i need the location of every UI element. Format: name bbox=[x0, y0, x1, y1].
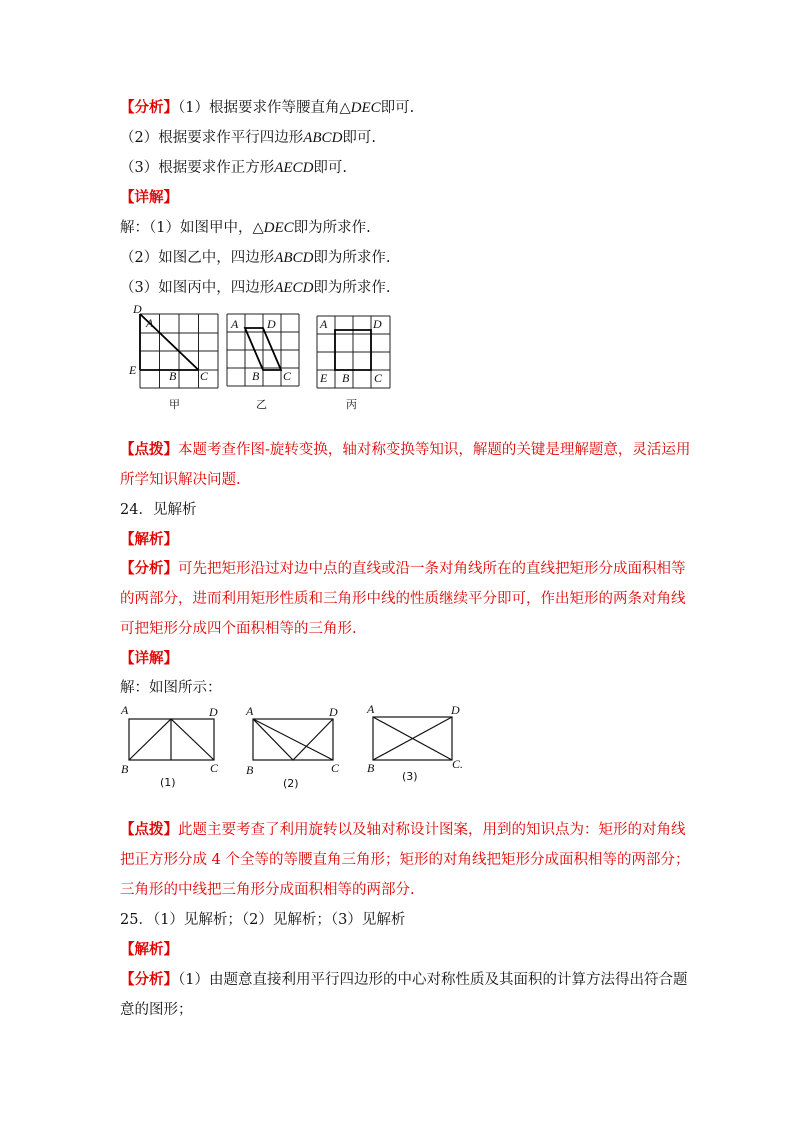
rectangle-figure-2 bbox=[253, 719, 333, 760]
q24-detail-line-1: 解：如图所示： bbox=[120, 680, 222, 696]
label-d: D bbox=[451, 703, 460, 717]
q25-analysis-line-2: 意的图形； bbox=[120, 1002, 193, 1018]
q23-analysis-line-1: 【分析】（1）根据要求作等腰直角△DEC即可. bbox=[120, 99, 415, 116]
label-a: A bbox=[246, 704, 254, 718]
q23-comment-line-2: 所学知识解决问题. bbox=[120, 472, 241, 488]
rectangle-figure-1 bbox=[129, 719, 214, 760]
q23-analysis-line-3: （3）根据要求作正方形AECD即可. bbox=[120, 160, 348, 176]
label-b: B bbox=[246, 763, 254, 777]
label-b: B bbox=[169, 369, 177, 383]
q25-analysis-line-1: 【分析】（1）由题意直接利用平行四边形的中心对称性质及其面积的计算方法得出符合题 bbox=[120, 971, 688, 988]
analysis-tag: 【分析】 bbox=[120, 99, 178, 116]
label-c: C bbox=[200, 369, 209, 383]
label-a: A bbox=[320, 317, 328, 331]
q24-rectangle-figures bbox=[115, 700, 505, 795]
label-a: A bbox=[367, 702, 375, 716]
label-a: A bbox=[146, 316, 154, 330]
caption-bing: 丙 bbox=[346, 398, 357, 411]
label-d: D bbox=[373, 317, 382, 331]
label-a: A bbox=[231, 317, 239, 331]
q23-detail-line-1: 解：（1）如图甲中，△DEC即为所求作. bbox=[120, 220, 371, 236]
q24-solution-tag: 【解析】 bbox=[120, 531, 178, 548]
q24-analysis-line-1: 【分析】可先把矩形沿过对边中点的直线或沿一条对角线所在的直线把矩形分成面积相等 bbox=[120, 560, 686, 577]
analysis-tag: 【分析】 bbox=[120, 560, 178, 577]
label-c: C bbox=[210, 761, 219, 775]
rectangle-figure-3 bbox=[373, 717, 452, 760]
label-d: D bbox=[267, 317, 276, 331]
q23-detail-tag: 【详解】 bbox=[120, 189, 178, 206]
q24-detail-tag: 【详解】 bbox=[120, 650, 178, 667]
comment-tag: 【点拨】 bbox=[120, 821, 178, 838]
q25-solution-tag: 【解析】 bbox=[120, 941, 178, 958]
caption-yi: 乙 bbox=[256, 398, 267, 411]
caption-2: (2) bbox=[283, 777, 299, 790]
label-c: C bbox=[331, 761, 340, 775]
label-c: C bbox=[374, 371, 383, 385]
caption-jia: 甲 bbox=[169, 398, 180, 411]
analysis-tag: 【分析】 bbox=[120, 971, 178, 988]
q23-grid-figures bbox=[120, 300, 420, 418]
label-b: B bbox=[342, 371, 350, 385]
q23-comment-line-1: 【点拨】本题考查作图-旋转变换，轴对称变换等知识，解题的关键是理解题意，灵活运用 bbox=[120, 441, 691, 458]
q24-analysis-line-3: 可把矩形分成四个面积相等的三角形. bbox=[120, 621, 357, 637]
label-b: B bbox=[121, 762, 129, 776]
label-d: D bbox=[133, 302, 142, 316]
q24-header: 24．见解析 bbox=[120, 502, 197, 518]
label-a: A bbox=[121, 703, 129, 717]
comment-tag: 【点拨】 bbox=[120, 441, 178, 458]
q24-comment-line-3: 三角形的中线把三角形分成面积相等的两部分. bbox=[120, 882, 415, 898]
label-c: C. bbox=[452, 757, 464, 771]
label-b: B bbox=[252, 369, 260, 383]
label-d: D bbox=[329, 705, 338, 719]
q23-analysis-line-2: （2）根据要求作平行四边形ABCD即可. bbox=[120, 130, 377, 146]
label-e: E bbox=[320, 371, 328, 385]
label-e: E bbox=[129, 363, 137, 377]
q24-analysis-line-2: 的两部分，进而利用矩形性质和三角形中线的性质继续平分即可，作出矩形的两条对角线 bbox=[120, 591, 686, 607]
q24-comment-line-2: 把正方形分成 4 个全等的等腰直角三角形；矩形的对角线把矩形分成面积相等的两部分； bbox=[120, 852, 690, 868]
label-b: B bbox=[367, 761, 375, 775]
q24-comment-line-1: 【点拨】此题主要考查了利用旋转以及轴对称设计图案，用到的知识点为：矩形的对角线 bbox=[120, 821, 686, 838]
q25-header: 25．（1）见解析；（2）见解析；（3）见解析 bbox=[120, 912, 406, 928]
label-c: C bbox=[283, 369, 292, 383]
caption-1: (1) bbox=[160, 776, 176, 789]
caption-3: (3) bbox=[402, 770, 418, 783]
q23-detail-line-3: （3）如图丙中，四边形AECD即为所求作. bbox=[120, 280, 391, 296]
q23-detail-line-2: （2）如图乙中，四边形ABCD即为所求作. bbox=[120, 250, 391, 266]
label-d: D bbox=[209, 705, 218, 719]
